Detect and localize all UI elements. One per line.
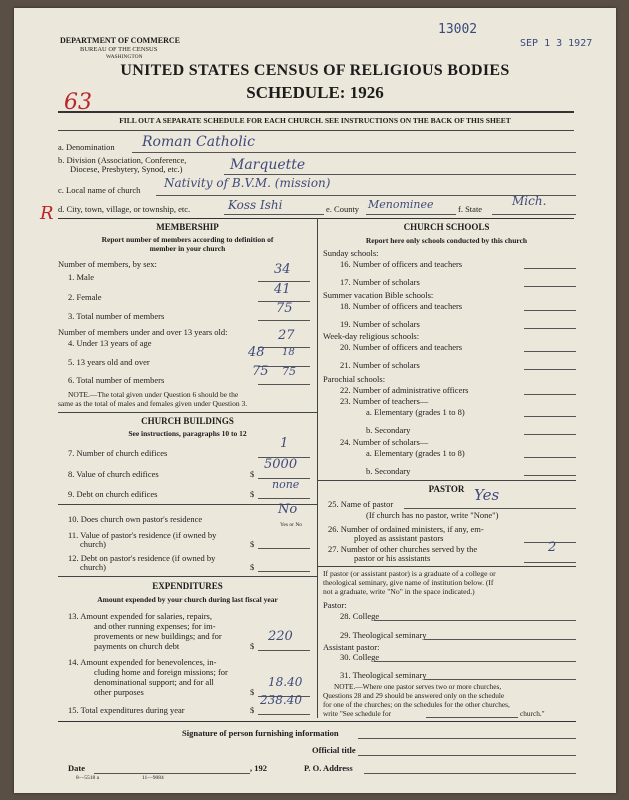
q14-label-1: 14. Amount expended for benevolences, in-	[68, 657, 217, 667]
q5-value: 48	[248, 345, 265, 360]
schools-bottom-rule	[317, 480, 576, 481]
q6-extra: 75	[282, 365, 296, 378]
q14-dollar: $	[250, 687, 255, 697]
q29-answer-line[interactable]	[424, 639, 576, 640]
pastor-note-3: for one of the churches; on the schedules for the other churches,	[323, 700, 510, 709]
by-sex-label: Number of members, by sex:	[58, 259, 157, 269]
q12-label-2: church)	[80, 562, 106, 572]
q15-dollar: $	[250, 705, 255, 715]
red-number: 63	[64, 90, 92, 115]
q14-label-3: denominational support; and for all	[94, 677, 214, 687]
q17-label: 17. Number of scholars	[340, 277, 420, 287]
q9-label: 9. Debt on church edifices	[68, 489, 158, 499]
q28-label: 28. College	[340, 611, 380, 621]
q18-label: 18. Number of officers and teachers	[340, 301, 463, 311]
q23b-answer-line[interactable]	[524, 424, 576, 435]
date-label: Date	[68, 763, 85, 773]
header-rule	[58, 111, 574, 113]
q27-label-2: pastor or his assistants	[354, 553, 431, 563]
q14-label-4: other purposes	[94, 687, 144, 697]
buildings-intro: See instructions, paragraphs 10 to 12	[128, 429, 247, 438]
form-code-2: 11—9084	[142, 775, 164, 781]
stamp-number: 13002	[438, 22, 478, 37]
q20-answer-line[interactable]	[524, 341, 576, 352]
age-intro: Number of members under and over 13 years old:	[58, 327, 228, 337]
city-line	[224, 214, 324, 215]
bureau-label: BUREAU OF THE CENSUS	[80, 46, 158, 53]
q20-label: 20. Number of officers and teachers	[340, 342, 463, 352]
q6-label: 6. Total number of members	[68, 375, 165, 385]
division-label-1: b. Division (Association, Conference,	[58, 155, 187, 165]
city-label: d. City, town, village, or township, etc.	[58, 204, 191, 214]
department-label: DEPARTMENT OF COMMERCE	[60, 36, 181, 45]
pastor-sublabel: Pastor:	[323, 600, 347, 610]
q25-answer-line	[404, 508, 576, 509]
q27-label-1: 27. Number of other churches served by the	[328, 544, 478, 554]
membership-intro-2: member in your church	[149, 244, 226, 253]
q22-label: 22. Number of administrative officers	[340, 385, 469, 395]
pastor-note-4b: church."	[520, 709, 545, 718]
q13-label-2: and other running expenses; for im-	[94, 621, 216, 631]
state-label: f. State	[458, 204, 483, 214]
date-line[interactable]	[94, 773, 250, 774]
q11-dollar: $	[250, 539, 255, 549]
q23a-label: a. Elementary (grades 1 to 8)	[366, 407, 465, 417]
q21-answer-line[interactable]	[524, 359, 576, 370]
q16-answer-line[interactable]	[524, 258, 576, 269]
column-divider	[317, 218, 318, 718]
schedule-title: SCHEDULE: 1926	[246, 83, 384, 102]
q13-dollar: $	[250, 641, 255, 651]
signature-line[interactable]	[358, 738, 576, 739]
membership-note-1: NOTE.—The total given under Question 6 should be the	[68, 390, 239, 399]
graduate-text-2: theological seminary, give name of institution below. (If	[323, 578, 494, 587]
q11-answer-line	[258, 538, 310, 549]
q25-note: (If church has no pastor, write "None")	[366, 510, 499, 520]
church-name-value: Nativity of B.V.M. (mission)	[164, 176, 331, 190]
q26-label-2: ployed as assistant pastors	[354, 533, 444, 543]
q23-label: 23. Number of teachers—	[340, 396, 429, 406]
q24a-label: a. Elementary (grades 1 to 8)	[366, 448, 465, 458]
state-value: Mich.	[512, 194, 547, 208]
q5-label: 5. 13 years old and over	[68, 357, 150, 367]
q3-label: 3. Total number of members	[68, 311, 165, 321]
q8-value: 5000	[264, 457, 298, 472]
page-title: UNITED STATES CENSUS OF RELIGIOUS BODIES	[120, 62, 510, 79]
q30-answer-line[interactable]	[374, 661, 576, 662]
q29-label: 29. Theological seminary	[340, 630, 427, 640]
official-title-label: Official title	[312, 745, 356, 755]
instruction-rule	[58, 130, 574, 131]
instruction-line: FILL OUT A SEPARATE SCHEDULE FOR EACH CHURCH. SEE INSTRUCTIONS ON THE BACK OF THIS SHEET	[119, 116, 511, 125]
membership-heading: MEMBERSHIP	[156, 222, 219, 232]
county-line	[366, 214, 456, 215]
q1-label: 1. Male	[68, 272, 94, 282]
expenditures-intro: Amount expended by your church during last fiscal year	[97, 595, 278, 604]
q12-answer-line	[258, 561, 310, 572]
graduate-text-3: not a graduate, write "No" in the space indicated.)	[323, 587, 475, 596]
pastor-note-blank	[426, 717, 518, 718]
q28-answer-line[interactable]	[374, 620, 576, 621]
q11-label-2: church)	[80, 539, 106, 549]
denomination-label: a. Denomination	[58, 142, 115, 152]
parochial-label: Parochial schools:	[323, 374, 386, 384]
q21-label: 21. Number of scholars	[340, 360, 420, 370]
q9-value: none	[272, 478, 300, 491]
q27-value: 2	[548, 540, 557, 555]
q6-value: 75	[252, 364, 269, 379]
sunday-label: Sunday schools:	[323, 248, 379, 258]
q13-value: 220	[268, 629, 293, 644]
q24b-answer-line[interactable]	[524, 465, 576, 476]
q12-dollar: $	[250, 562, 255, 572]
q10-options: Yes or No	[280, 522, 303, 528]
form-code-1: 8—5518 a	[76, 775, 100, 781]
q30-label: 30. College	[340, 652, 380, 662]
q24b-label: b. Secondary	[366, 466, 411, 476]
q24-label: 24. Number of scholars—	[340, 437, 429, 447]
q22-answer-line[interactable]	[524, 384, 576, 395]
q16-label: 16. Number of officers and teachers	[340, 259, 463, 269]
red-mark: R	[40, 203, 54, 224]
q17-answer-line[interactable]	[524, 276, 576, 287]
q13-label-1: 13. Amount expended for salaries, repairs,	[68, 611, 212, 621]
q10-value: No	[278, 502, 298, 517]
pastor-note-4: write "See schedule for	[323, 709, 392, 718]
q23b-label: b. Secondary	[366, 425, 411, 435]
q7-label: 7. Number of church edifices	[68, 448, 168, 458]
buildings-bottom-rule	[58, 576, 317, 577]
q10-label: 10. Does church own pastor's residence	[68, 514, 203, 524]
q7-value: 1	[280, 436, 289, 451]
county-label: e. County	[326, 204, 360, 214]
q11-label-1: 11. Value of pastor's residence (if owned by	[68, 530, 217, 540]
schools-heading: CHURCH SCHOOLS	[403, 222, 490, 232]
state-line	[492, 214, 576, 215]
schools-intro: Report here only schools conducted by this church	[365, 236, 528, 245]
q23a-answer-line[interactable]	[524, 406, 576, 417]
weekday-label: Week-day religious schools:	[323, 331, 420, 341]
summer-label: Summer vacation Bible schools:	[323, 290, 434, 300]
q19-label: 19. Number of scholars	[340, 319, 420, 329]
section-top-rule	[58, 218, 574, 219]
q5-extra: 18	[282, 347, 295, 358]
q8-dollar: $	[250, 469, 255, 479]
division-label-2: Diocese, Presbytery, Synod, etc.)	[70, 164, 183, 174]
q1-value: 34	[274, 262, 291, 277]
po-address-line[interactable]	[364, 773, 576, 774]
q13-label-4: payments on church debt	[94, 641, 180, 651]
membership-note-2: same as the total of males and females given under Question 3.	[58, 399, 248, 408]
q8-label: 8. Value of church edifices	[68, 469, 159, 479]
pastor-heading: PASTOR	[428, 484, 465, 494]
q15-value: 238.40	[260, 693, 302, 707]
q31-answer-line[interactable]	[424, 679, 576, 680]
q14-label-2: cluding home and foreign missions; for	[94, 667, 228, 677]
membership-intro-1: Report number of members according to definition of	[101, 235, 274, 244]
church-name-label: c. Local name of church	[58, 185, 141, 195]
pastor-note-2: Questions 28 and 29 should be answered only on the schedule	[323, 691, 505, 700]
q25-value: Yes	[474, 486, 500, 504]
q26-label-1: 26. Number of ordained ministers, if any, em-	[328, 524, 484, 534]
division-value: Marquette	[230, 157, 306, 173]
denomination-line	[132, 152, 576, 153]
buildings-heading: CHURCH BUILDINGS	[141, 416, 234, 426]
q31-label: 31. Theological seminary	[340, 670, 427, 680]
q9-dollar: $	[250, 489, 255, 499]
assistant-sublabel: Assistant pastor:	[323, 642, 380, 652]
section-bottom-rule	[58, 721, 576, 722]
q18-answer-line[interactable]	[524, 300, 576, 311]
graduate-text-1: If pastor (or assistant pastor) is a graduate of a college or	[323, 569, 496, 578]
year-label: , 192	[250, 763, 267, 773]
signature-label: Signature of person furnishing information	[182, 728, 339, 738]
q3-value: 75	[276, 301, 293, 316]
q2-label: 2. Female	[68, 292, 102, 302]
q13-label-3: provements or new buildings; and for	[94, 631, 222, 641]
po-address-label: P. O. Address	[304, 763, 353, 773]
membership-bottom-rule	[58, 412, 317, 413]
q25-label: 25. Name of pastor	[328, 499, 394, 509]
denomination-value: Roman Catholic	[142, 134, 255, 150]
stamp-date: SEP 1 3 1927	[520, 38, 593, 49]
q4-value: 27	[278, 328, 295, 343]
city-label: WASHINGTON	[106, 54, 143, 60]
division-line	[224, 174, 576, 175]
q12-label-1: 12. Debt on pastor's residence (if owned by	[68, 553, 216, 563]
expenditures-heading: EXPENDITURES	[152, 581, 223, 591]
official-title-line[interactable]	[358, 755, 576, 756]
census-schedule-page	[14, 8, 616, 793]
q4-label: 4. Under 13 years of age	[68, 338, 152, 348]
q24a-answer-line[interactable]	[524, 447, 576, 458]
city-value: Koss Ishi	[228, 198, 283, 212]
q2-value: 41	[274, 282, 291, 297]
county-value: Menominee	[368, 198, 434, 211]
q14-value: 18.40	[268, 675, 303, 689]
q19-answer-line[interactable]	[524, 318, 576, 329]
pastor-rule	[317, 566, 576, 567]
pastor-note-1: NOTE.—Where one pastor serves two or more churches,	[334, 682, 502, 691]
q15-label: 15. Total expenditures during year	[68, 705, 185, 715]
